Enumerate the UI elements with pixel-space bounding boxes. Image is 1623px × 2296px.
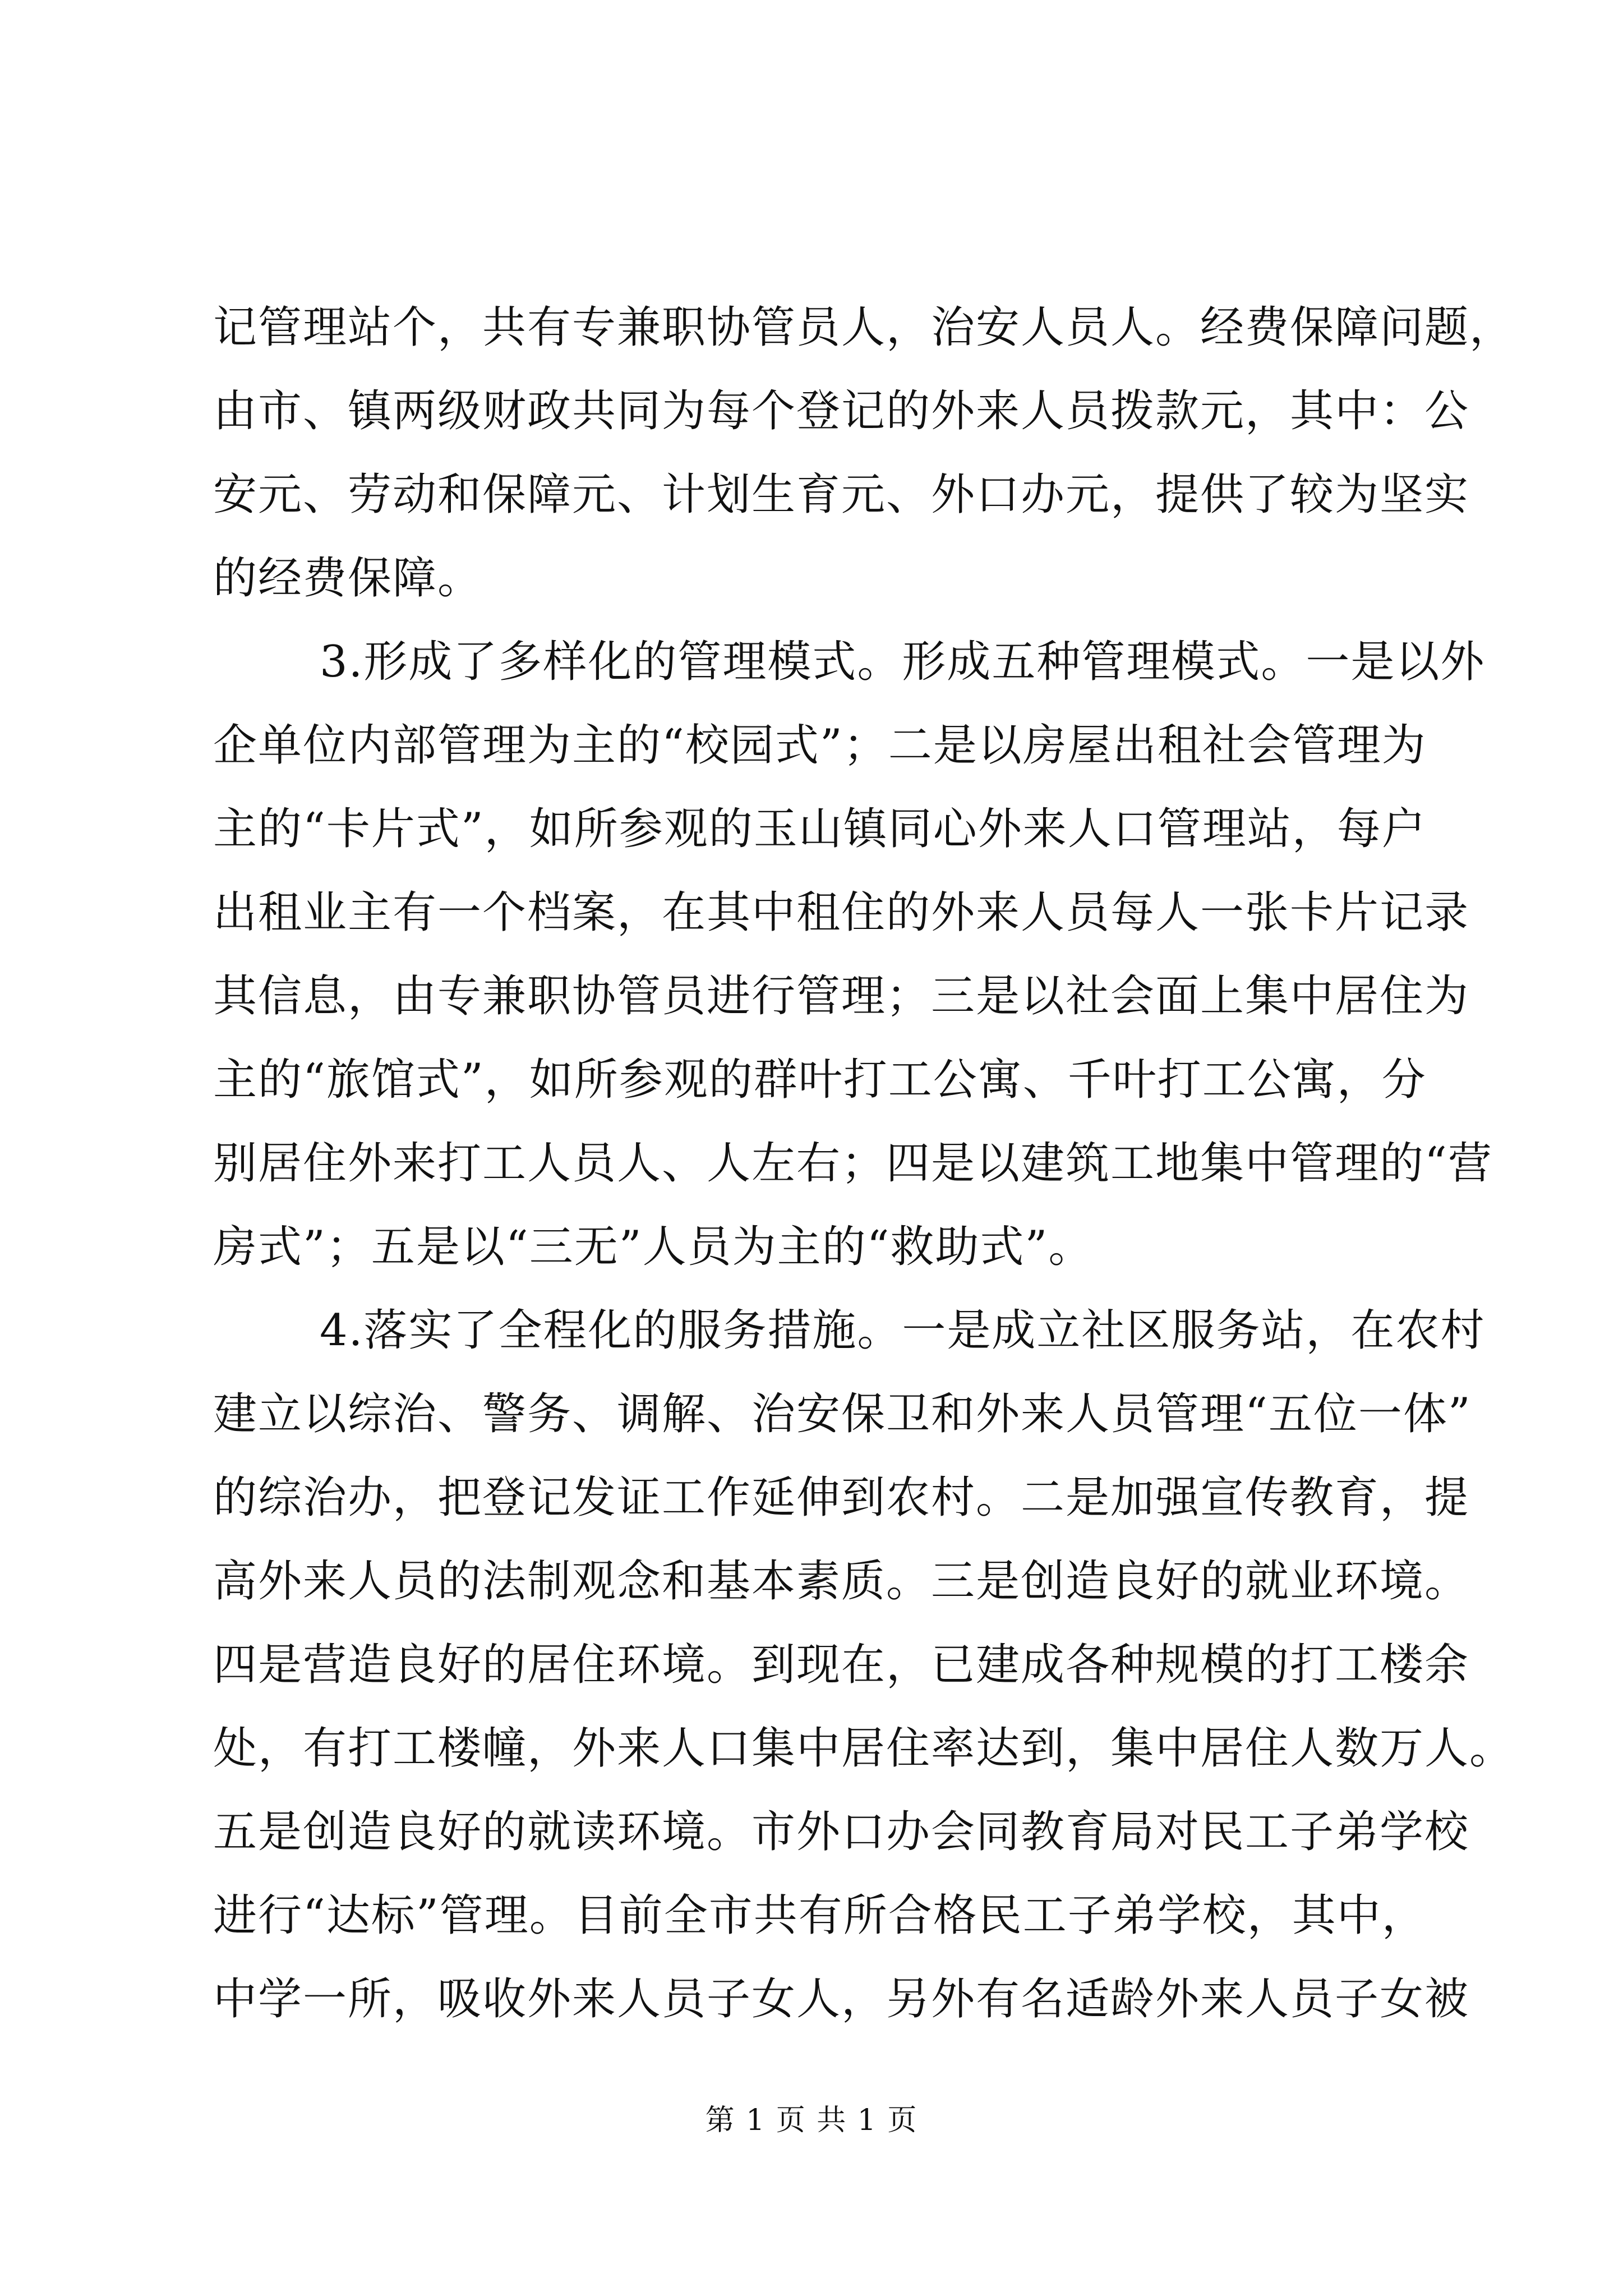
text-line: 记管理站个，共有专兼职协管员人，治安人员人。经费保障问题，: [213, 302, 1515, 353]
paragraph-start-line: 3.形成了多样化的管理模式。形成五种管理模式。一是以外: [320, 637, 1486, 687]
text-line: 高外来人员的法制观念和基本素质。三是创造良好的就业环境。: [213, 1556, 1470, 1607]
text-line: 进行“达标”管理。目前全市共有所合格民工子弟学校，其中，: [213, 1890, 1427, 1941]
text-line: 安元、劳动和保障元、计划生育元、外口办元，提供了较为坚实: [213, 470, 1470, 520]
text-line: 房式”；五是以“三无”人员为主的“救助式”。: [213, 1222, 1094, 1272]
text-line: 别居住外来打工人员人、人左右；四是以建筑工地集中管理的“营: [213, 1138, 1493, 1189]
text-line: 中学一所，吸收外来人员子女人，另外有名适龄外来人员子女被: [213, 1974, 1470, 2024]
text-line: 企单位内部管理为主的“校园式”；二是以房屋出租社会管理为: [213, 720, 1427, 771]
text-line: 由市、镇两级财政共同为每个登记的外来人员拨款元，其中：公: [213, 386, 1470, 436]
page-number-label: 第 1 页 共 1 页: [705, 2104, 918, 2137]
text-line: 出租业主有一个档案，在其中租住的外来人员每人一张卡片记录: [213, 887, 1470, 938]
text-line: 其信息，由专兼职协管员进行管理；三是以社会面上集中居住为: [213, 971, 1470, 1022]
text-line: 主的“卡片式”，如所参观的玉山镇同心外来人口管理站，每户: [213, 804, 1427, 854]
text-line: 主的“旅馆式”，如所参观的群叶打工公寓、千叶打工公寓，分: [213, 1055, 1427, 1105]
text-line: 建立以综治、警务、调解、治安保卫和外来人员管理“五位一体”: [213, 1389, 1472, 1439]
paragraph-start-line: 4.落实了全程化的服务措施。一是成立社区服务站，在农村: [320, 1305, 1486, 1356]
page-footer: [0, 2101, 1623, 2140]
body-text: [213, 286, 1515, 2041]
text-line: 的经费保障。: [213, 553, 483, 604]
text-line: 四是营造良好的居住环境。到现在，已建成各种规模的打工楼余: [213, 1640, 1470, 1690]
text-line: 五是创造良好的就读环境。市外口办会同教育局对民工子弟学校: [213, 1807, 1470, 1857]
text-line: 的综治办，把登记发证工作延伸到农村。二是加强宣传教育，提: [213, 1473, 1470, 1523]
text-line: 处，有打工楼幢，外来人口集中居住率达到，集中居住人数万人。: [213, 1723, 1515, 1774]
